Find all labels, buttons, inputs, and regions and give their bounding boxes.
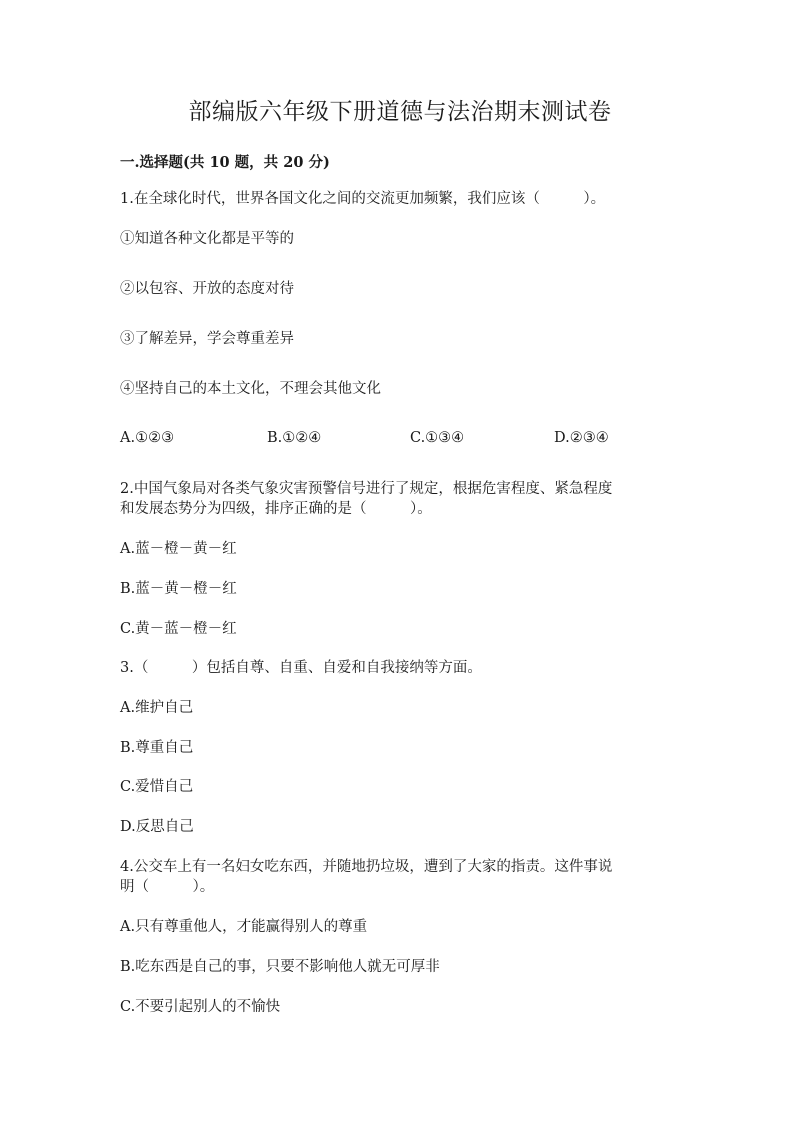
question-1-option-b: B.①②④ (267, 430, 322, 446)
question-3-option-c: C.爱惜自己 (120, 779, 194, 795)
question-4-stem-line-1: 4.公交车上有一名妇女吃东西，并随地扔垃圾，遭到了大家的指责。这件事说 (120, 859, 613, 875)
question-2-stem-line-1: 2.中国气象局对各类气象灾害预警信号进行了规定，根据危害程度、紧急程度 (120, 481, 613, 497)
question-2-option-b: B.蓝－黄－橙－红 (120, 581, 237, 597)
exam-title: 部编版六年级下册道德与法治期末测试卷 (188, 99, 612, 125)
question-1-options (120, 427, 720, 449)
question-1-option-d: D.②③④ (554, 430, 609, 446)
question-1-statement-3: ③了解差异，学会尊重差异 (120, 331, 294, 347)
question-4-option-a: A.只有尊重他人，才能赢得别人的尊重 (120, 919, 368, 935)
question-2-option-c: C.黄－蓝－橙－红 (120, 621, 237, 637)
question-3-option-d: D.反思自己 (120, 819, 194, 835)
question-3-stem: 3.（ ）包括自尊、自重、自爱和自我接纳等方面。 (120, 660, 482, 676)
question-3-option-b: B.尊重自己 (120, 740, 194, 756)
section-heading: 一.选择题(共 10 题，共 20 分) (120, 154, 330, 171)
question-1-option-a: A.①②③ (120, 430, 175, 446)
question-1-statement-4: ④坚持自己的本土文化，不理会其他文化 (120, 381, 381, 397)
question-1-option-c: C.①③④ (410, 430, 465, 446)
question-2-stem-line-2: 和发展态势分为四级，排序正确的是（ ）。 (120, 501, 432, 517)
question-1-statement-2: ②以包容、开放的态度对待 (120, 281, 294, 297)
question-4-stem-line-2: 明（ ）。 (120, 879, 215, 895)
question-4-option-b: B.吃东西是自己的事，只要不影响他人就无可厚非 (120, 959, 440, 975)
question-1-statement-1: ①知道各种文化都是平等的 (120, 231, 294, 247)
question-2-option-a: A.蓝－橙－黄－红 (120, 541, 237, 557)
question-1-stem: 1.在全球化时代，世界各国文化之间的交流更加频繁，我们应该（ ）。 (120, 191, 606, 207)
question-4-option-c: C.不要引起别人的不愉快 (120, 999, 281, 1015)
question-3-option-a: A.维护自己 (120, 700, 194, 716)
